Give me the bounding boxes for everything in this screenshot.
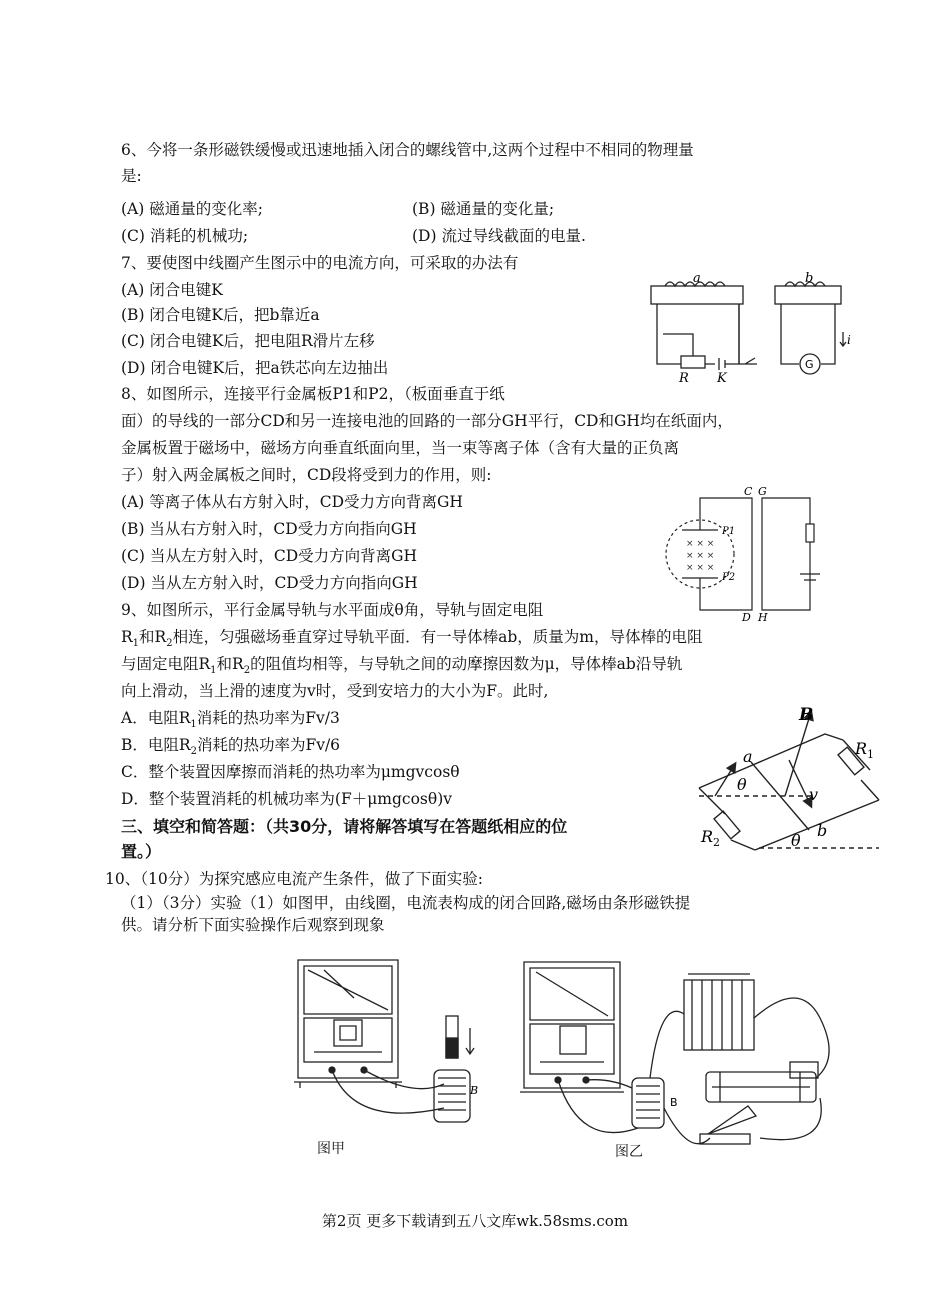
q6-option-d: (D) 流过导线截面的电量. — [412, 227, 586, 245]
q9-stem-line2: $R_1$和$R_2$相连，匀强磁场垂直穿过导轨平面．有一导体棒ab，质量为m，导体棒的电阻 — [121, 628, 703, 650]
q6-stem-line2: 是: — [121, 167, 142, 185]
q8-stem-line3: 金属板置于磁场中，磁场方向垂直纸面向里，当一束等离子体（含有大量的正负离 — [121, 439, 680, 457]
q7-label-b: b — [805, 272, 814, 286]
q8-label-H: H — [758, 611, 768, 624]
q9-label-theta-lower: θ — [791, 831, 801, 850]
q8-stem-line4: 子）射入两金属板之间时，CD段将受到力的作用，则: — [121, 466, 492, 484]
q8-option-d: (D) 当从左方射入时，CD受力方向指向GH — [121, 574, 418, 592]
q10-figure-yi — [520, 958, 850, 1168]
q8-option-a: (A) 等离子体从右方射入时，CD受力方向背离GH — [121, 493, 463, 511]
q10-sub1-line1: （1）（3分）实验（1）如图甲，由线圈，电流表构成的闭合回路,磁场由条形磁铁提 — [121, 894, 691, 912]
q10-jia-label-B: B — [470, 1084, 479, 1097]
q8-label-P2: P2 — [722, 572, 736, 583]
q10-figure-jia — [294, 958, 494, 1128]
page-footer: 第2页 更多下载请到五八文库wk.58sms.com — [321, 1212, 629, 1230]
q8-label-G: G — [758, 485, 767, 498]
q7-label-R: R — [679, 371, 689, 382]
q9-option-b: B．电阻$R_2$消耗的热功率为Fv/6 — [121, 736, 341, 758]
q9-label-R2: R — [701, 827, 714, 846]
q9-label-v: v — [809, 785, 819, 804]
q7-option-d: (D) 闭合电键K后，把a铁芯向左边抽出 — [121, 359, 389, 377]
q10-stem: 10、（10分）为探究感应电流产生条件，做了下面实验: — [105, 870, 483, 888]
q8-option-b: (B) 当从右方射入时，CD受力方向指向GH — [121, 520, 417, 538]
q6-option-a: (A) 磁通量的变化率; — [121, 200, 263, 218]
q6-option-b: (B) 磁通量的变化量; — [412, 200, 555, 218]
q9-option-c: C．整个装置因摩擦而消耗的热功率为μmgvcosθ — [121, 763, 460, 781]
q10-yi-label-B: B — [670, 1096, 678, 1109]
q8-plasma-plates-figure — [660, 484, 840, 624]
q9-stem-line4: 向上滑动，当上滑的速度为v时，受到安培力的大小为F。此时, — [121, 682, 549, 700]
q9-label-b: b — [817, 821, 828, 840]
q8-stem-line2: 面）的导线的一部分CD和另一连接电池的回路的一部分GH平行，CD和GH均在纸面内， — [121, 412, 733, 430]
q8-label-P1: P1 — [722, 526, 736, 537]
q9-stem-line3: 与固定电阻$R_1$和$R_2$的阻值均相等，与导轨之间的动摩擦因数为μ，导体棒ab沿导轨 — [121, 655, 683, 677]
q6-option-c: (C) 消耗的机械功; — [121, 227, 249, 245]
q10-sub1-line2: 供。请分析下面实验操作后观察到现象 — [121, 916, 385, 934]
q8-label-D: D — [742, 611, 751, 624]
q7-stem: 7、要使图中线圈产生图示中的电流方向，可采取的办法有 — [121, 254, 519, 272]
q10-caption-jia: 图甲 — [317, 1141, 345, 1157]
q8-option-c: (C) 当从左方射入时，CD受力方向背离GH — [121, 547, 418, 565]
q8-stem-line1: 8、如图所示，连接平行金属板P1和P2，（板面垂直于纸 — [121, 385, 505, 403]
q9-inclined-rails-figure — [695, 700, 885, 858]
q9-stem-line1: 9、如图所示，平行金属导轨与水平面成θ角，导轨与固定电阻 — [121, 601, 544, 619]
q7-coil-circuit-figure — [645, 272, 855, 382]
q9-label-theta-upper: θ — [737, 775, 747, 794]
q9-label-a: a — [743, 747, 753, 766]
q9-option-a: A．电阻$R_1$消耗的热功率为Fv/3 — [121, 709, 340, 731]
section3-heading-line1: 三、填空和简答题：（共30分，请将解答填写在答题纸相应的位 — [121, 817, 568, 836]
q8-label-C: C — [744, 485, 753, 498]
q9-label-B: B — [799, 705, 814, 725]
q7-option-c: (C) 闭合电键K后，把电阻R滑片左移 — [121, 332, 375, 350]
q9-label-R1-sub: 1 — [867, 748, 874, 761]
q6-stem-line1: 6、今将一条形磁铁缓慢或迅速地插入闭合的螺线管中,这两个过程中不相同的物理量 — [121, 141, 694, 159]
q7-option-b: (B) 闭合电键K后，把b靠近a — [121, 306, 320, 324]
q7-label-a: a — [693, 272, 701, 286]
q7-galvanometer-G: G — [805, 358, 814, 371]
q10-caption-yi: 图乙 — [615, 1144, 643, 1160]
q9-option-d: D．整个装置消耗的机械功率为(F＋μmgcosθ)v — [121, 790, 453, 808]
svg-text:× × ×: × × × — [686, 539, 715, 549]
q7-label-i: i — [847, 333, 851, 347]
q9-label-R2-sub: 2 — [713, 836, 720, 849]
svg-text:× × ×: × × × — [686, 551, 715, 561]
q7-option-a: (A) 闭合电键K — [121, 281, 223, 299]
q7-label-K: K — [717, 371, 727, 382]
svg-text:× × ×: × × × — [686, 563, 715, 573]
q9-label-R1: R — [855, 739, 868, 758]
section3-heading-line2: 置。） — [121, 842, 162, 861]
